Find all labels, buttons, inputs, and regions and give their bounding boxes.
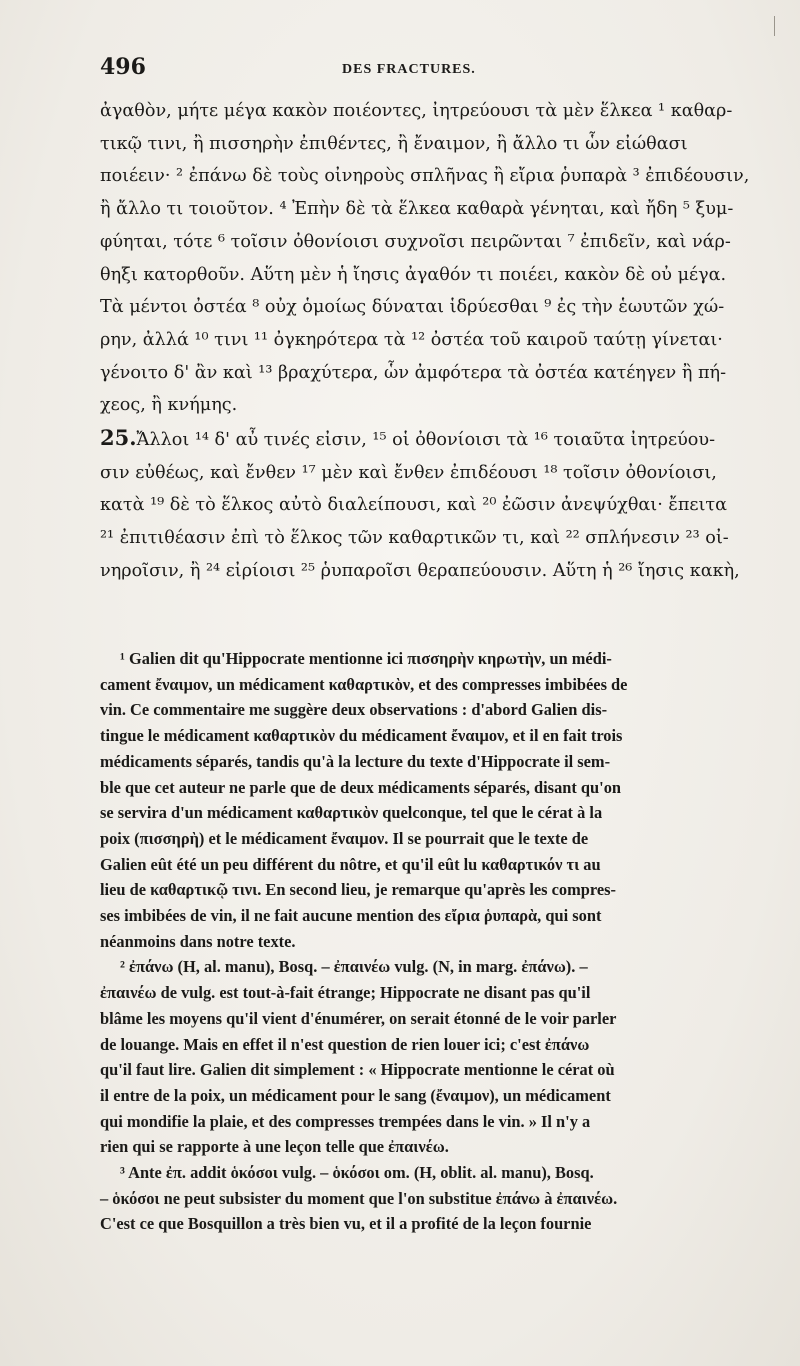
footnote-line: ses imbibées de vin, il ne fait aucune mention des εἴρια ῥυπαρὰ, qui sont	[100, 906, 602, 926]
footnote-line: ἐπαινέω de vulg. est tout-à-fait étrange; Hippocrate ne disant pas qu'il	[100, 983, 591, 1003]
footnote-line: tingue le médicament καθαρτικὸν du médicament ἔναιμον, et il en fait trois	[100, 726, 623, 746]
main-line: γένοιτο δ' ἂν καὶ ¹³ βραχύτερα, ὧν ἀμφότερα τὰ ὀστέα κατέηγεν ἢ πή-	[100, 362, 727, 383]
page-header	[100, 54, 760, 90]
footnote-line: il entre de la poix, un médicament pour le sang (ἔναιμον), un médicament	[100, 1085, 611, 1105]
greek-main-text	[100, 95, 768, 588]
footnote-line: de louange. Mais en effet il n'est question de rien louer ici; c'est ἐπάνω	[100, 1034, 590, 1054]
footnote-line: ble que cet auteur ne parle que de deux médicaments séparés, disant qu'on	[100, 777, 622, 797]
main-line: φύηται, τότε ⁶ τοῖσιν ὀθονίοισι συχνοῖσι πειρῶνται ⁷ ἐπιδεῖν, καὶ νάρ-	[100, 231, 731, 252]
main-line: ρην, ἀλλά ¹⁰ τινι ¹¹ ὀγκηρότερα τὰ ¹² ὀστέα τοῦ καιροῦ ταύτῃ γίνεται·	[100, 329, 723, 350]
running-head: DES FRACTURES.	[342, 62, 476, 77]
section-line: νηροῖσιν, ἢ ²⁴ εἰρίοισι ²⁵ ῥυπαροῖσι θεραπεύουσιν. Αὕτη ἡ ²⁶ ἴησις κακὴ,	[100, 560, 740, 581]
footnotes	[100, 646, 768, 1237]
footnote-line: – ὁκόσοι ne peut subsister du moment que l'on substitue ἐπάνω à ἐπαινέω.	[100, 1188, 618, 1208]
footnote-line: vin. Ce commentaire me suggère deux observations : d'abord Galien dis-	[100, 700, 608, 720]
footnote-line: Galien eût été un peu différent du nôtre, et qu'il eût lu καθαρτικόν τι au	[100, 854, 601, 874]
page-number: 496	[100, 54, 146, 80]
main-line: τικῷ τινι, ἢ πισσηρὴν ἐπιθέντες, ἢ ἔναιμον, ἢ ἄλλο τι ὧν εἰώθασι	[100, 133, 688, 154]
section-first-line	[100, 422, 768, 457]
main-line: χεος, ἢ κνήμης.	[100, 395, 238, 416]
main-line: Τὰ μέντοι ὀστέα ⁸ οὐχ ὁμοίως δύναται ἱδρύεσθαι ⁹ ἐς τὴν ἑωυτῶν χώ-	[100, 297, 725, 318]
footnote-line: se servira d'un médicament καθαρτικὸν quelconque, tel que le cérat à la	[100, 803, 603, 823]
section-line: κατὰ ¹⁹ δὲ τὸ ἕλκος αὐτὸ διαλείπουσι, καὶ ²⁰ ἐῶσιν ἀνεψύχθαι· ἔπειτα	[100, 495, 728, 516]
main-line: θηξι κατορθοῦν. Αὕτη μὲν ἡ ἴησις ἀγαθόν τι ποιέει, κακὸν δὲ οὐ μέγα.	[100, 264, 727, 285]
footnote-line: qui mondifie la plaie, et des compresses trempées dans le vin. » Il n'y a	[100, 1111, 591, 1131]
footnote-2-line: ² ἐπάνω (H, al. manu), Bosq. – ἐπαινέω vulg. (N, in marg. ἐπάνω). –	[120, 957, 588, 977]
section-line: σιν εὐθέως, καὶ ἔνθεν ¹⁷ μὲν καὶ ἔνθεν ἐπιδέουσι ¹⁸ τοῖσιν ὀθονίοισι,	[100, 462, 717, 483]
main-line: ποιέειν· ² ἐπάνω δὲ τοὺς οἰνηροὺς σπλῆνας ἢ εἴρια ῥυπαρὰ ³ ἐπιδέουσιν,	[100, 166, 750, 187]
footnote-line: qu'il faut lire. Galien dit simplement : « Hippocrate mentionne le cérat où	[100, 1060, 615, 1080]
main-line: ἢ ἄλλο τι τοιοῦτον. ⁴ Ἐπὴν δὲ τὰ ἕλκεα καθαρὰ γένηται, καὶ ἤδη ⁵ ξυμ-	[100, 199, 734, 220]
footnote-line: poix (πισσηρὴ) et le médicament ἔναιμον. Il se pourrait que le texte de	[100, 828, 589, 848]
footnote-line: lieu de καθαρτικῷ τινι. En second lieu, je remarque qu'après les compres-	[100, 880, 616, 900]
section-line-text: Ἄλλοι ¹⁴ δ' αὖ τινές εἰσιν, ¹⁵ οἱ ὀθονίοισι τὰ ¹⁶ τοιαῦτα ἰητρεύου-	[136, 430, 716, 451]
footnote-3-line: ³ Ante ἐπ. addit ὁκόσοι vulg. – ὁκόσοι om. (H, oblit. al. manu), Bosq.	[120, 1163, 594, 1183]
main-line: ἀγαθὸν, μήτε μέγα κακὸν ποιέοντες, ἰητρεύουσι τὰ μὲν ἕλκεα ¹ καθαρ-	[100, 101, 733, 121]
footnote-line: blâme les moyens qu'il vient d'énumérer, on serait étonné de le voir parler	[100, 1008, 617, 1028]
footnote-line: cament ἔναιμον, un médicament καθαρτικὸν, et des compresses imbibées de	[100, 674, 628, 694]
section-number: 25.	[100, 425, 137, 451]
footnote-line: C'est ce que Bosquillon a très bien vu, et il a profité de la leçon fournie	[100, 1214, 592, 1234]
footnote-line: rien qui se rapporte à une leçon telle que ἐπαινέω.	[100, 1137, 449, 1157]
footnote-line: médicaments séparés, tandis qu'à la lecture du texte d'Hippocrate il sem-	[100, 751, 611, 771]
footnote-1-line: ¹ Galien dit qu'Hippocrate mentionne ici πισσηρὴν κηρωτὴν, un médi-	[120, 649, 612, 668]
section-line: ²¹ ἐπιτιθέασιν ἐπὶ τὸ ἕλκος τῶν καθαρτικῶν τι, καὶ ²² σπλήνεσιν ²³ οἰ-	[100, 528, 729, 549]
margin-mark	[774, 16, 779, 36]
footnote-line: néanmoins dans notre texte.	[100, 931, 296, 951]
